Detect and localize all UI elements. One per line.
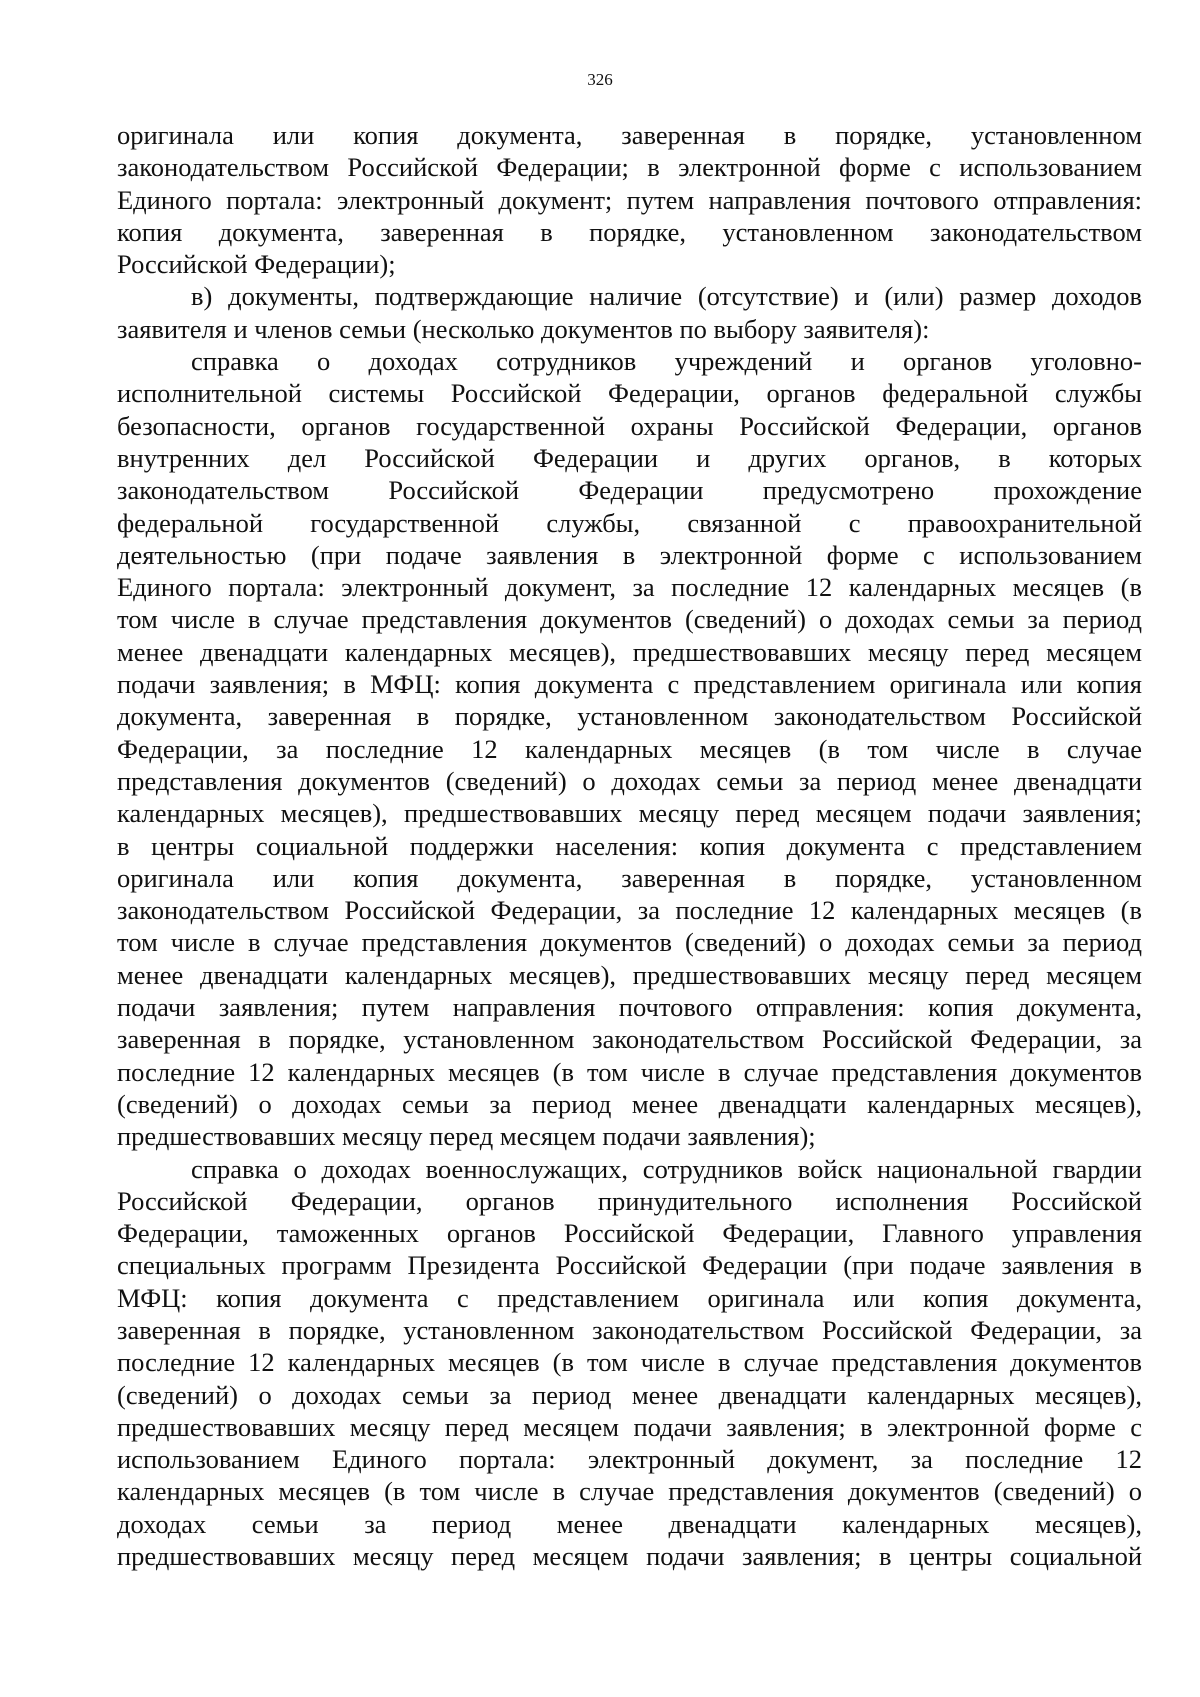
document-body [117,119,1142,1572]
text-line: последние 12 календарных месяцев (в том числе в случае представления документов [117,1056,1142,1087]
text-line: предшествовавших месяцу перед месяцем подачи заявления; в электронной форме с [117,1411,1142,1442]
paragraph-item-v [117,280,1142,345]
text-line: предшествовавших месяцу перед месяцем подачи заявления); [117,1121,816,1152]
text-line: Федерации, за последние 12 календарных месяцев (в том числе в случае [117,733,1142,764]
text-line: специальных программ Президента Российской Федерации (при подаче заявления в [117,1250,1142,1281]
text-line: заверенная в порядке, установленном законодательством Российской Федерации, за [117,1024,1142,1055]
text-line: законодательством Российской Федерации, за последние 12 календарных месяцев (в [117,895,1142,926]
text-line: МФЦ: копия документа с представлением оригинала или копия документа, [117,1282,1142,1313]
text-line: заявителя и членов семьи (несколько документов по выбору заявителя): [117,313,930,344]
text-line: федеральной государственной службы, связанной с правоохранительной [117,507,1142,538]
text-line: (сведений) о доходах семьи за период менее двенадцати календарных месяцев), [117,1088,1142,1119]
text-line: использованием Единого портала: электронный документ, за последние 12 [117,1444,1142,1475]
text-line: представления документов (сведений) о доходах семьи за период менее двенадцати [117,765,1142,796]
text-line: календарных месяцев (в том числе в случае представления документов (сведений) о [117,1476,1142,1507]
text-line: оригинала или копия документа, заверенная в порядке, установленном [117,120,1142,150]
paragraph-certificate-military [117,1153,1142,1573]
text-line: законодательством Российской Федерации; в электронной форме с использованием [117,152,1142,183]
text-line: (сведений) о доходах семьи за период менее двенадцати календарных месяцев), [117,1379,1142,1410]
text-line: доходах семьи за период менее двенадцати календарных месяцев), [117,1508,1142,1539]
text-line: в) документы, подтверждающие наличие (отсутствие) и (или) размер доходов [191,281,1142,312]
text-line: справка о доходах военнослужащих, сотрудников войск национальной гвардии [191,1153,1142,1184]
page-number: 326 [587,70,613,89]
text-line: менее двенадцати календарных месяцев), предшествовавших месяцу перед месяцем [117,636,1142,667]
text-line: последние 12 календарных месяцев (в том числе в случае представления документов [117,1347,1142,1378]
text-line: заверенная в порядке, установленном законодательством Российской Федерации, за [117,1314,1142,1345]
text-line: Российской Федерации, органов принудительного исполнения Российской [117,1185,1142,1216]
text-line: календарных месяцев), предшествовавших месяцу перед месяцем подачи заявления; [117,798,1142,829]
text-line: подачи заявления; путем направления почтового отправления: копия документа, [117,992,1142,1023]
text-line: справка о доходах сотрудников учреждений и органов уголовно- [191,346,1142,377]
text-line: том числе в случае представления документов (сведений) о доходах семьи за период [117,927,1142,958]
text-line: Федерации, таможенных органов Российской Федерации, Главного управления [117,1218,1142,1249]
text-line: предшествовавших месяцу перед месяцем подачи заявления; в центры социальной [117,1541,1142,1572]
text-line: деятельностью (при подаче заявления в электронной форме с использованием [117,539,1142,570]
text-line: в центры социальной поддержки населения: копия документа с представлением [117,830,1142,861]
text-line: Российской Федерации); [117,249,396,280]
text-line: законодательством Российской Федерации предусмотрено прохождение [117,475,1142,506]
paragraph-continuation [117,119,1142,280]
text-line: менее двенадцати календарных месяцев), предшествовавших месяцу перед месяцем [117,959,1142,990]
text-line: документа, заверенная в порядке, установленном законодательством Российской [117,701,1142,732]
text-line: копия документа, заверенная в порядке, установленном законодательством [117,216,1142,247]
text-line: том числе в случае представления документов (сведений) о доходах семьи за период [117,604,1142,635]
text-line: оригинала или копия документа, заверенная в порядке, установленном [117,862,1142,893]
text-line: подачи заявления; в МФЦ: копия документа с представлением оригинала или копия [117,669,1142,700]
text-line: внутренних дел Российской Федерации и других органов, в которых [117,442,1142,473]
text-line: Единого портала: электронный документ; путем направления почтового отправления: [117,184,1142,215]
paragraph-certificate-penal-system [117,345,1142,1152]
text-line: Единого портала: электронный документ, за последние 12 календарных месяцев (в [117,572,1142,603]
text-line: исполнительной системы Российской Федерации, органов федеральной службы [117,378,1142,409]
text-line: безопасности, органов государственной охраны Российской Федерации, органов [117,410,1142,441]
